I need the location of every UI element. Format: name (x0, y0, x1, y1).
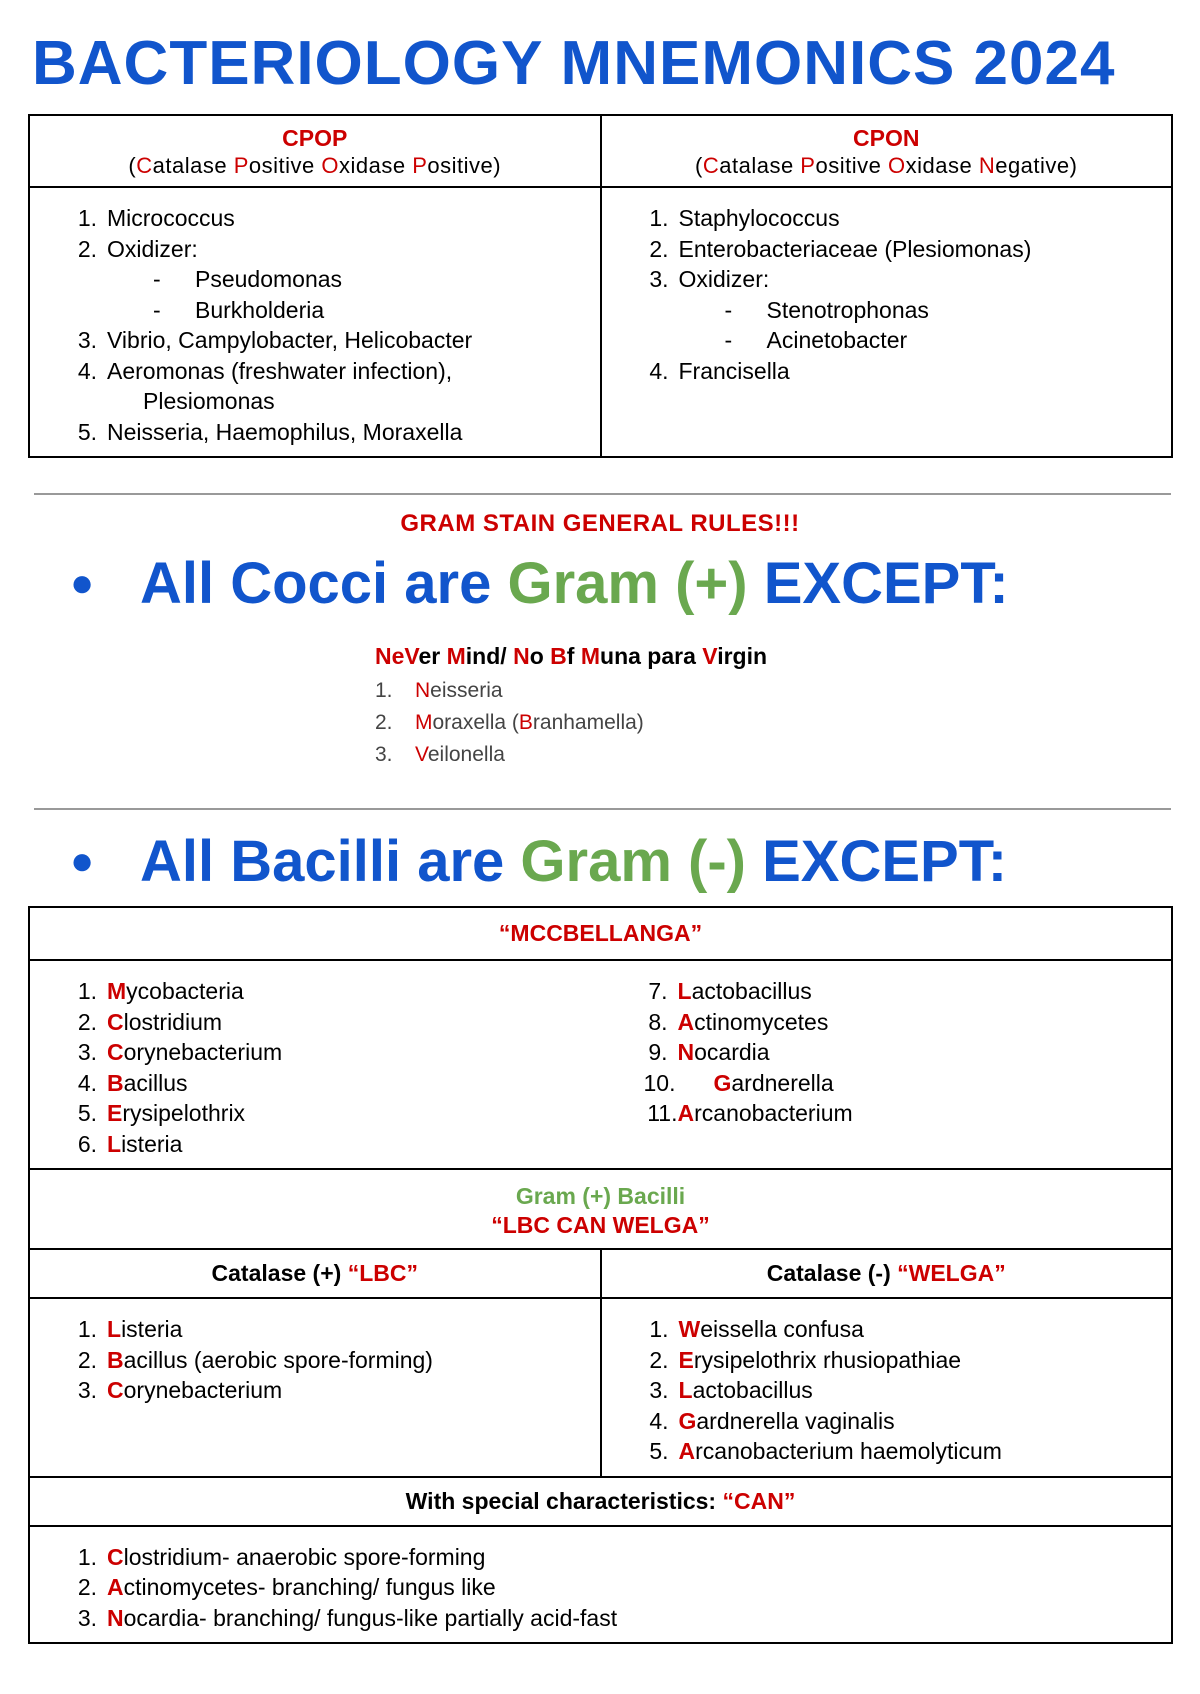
cpon-subtitle-paren: ( (695, 153, 703, 178)
item-number: 3. (77, 327, 97, 353)
cpop-subtitle-word: ositive (427, 153, 494, 178)
list-item (31, 203, 599, 234)
bullet-icon: ● (70, 561, 95, 606)
list-item (31, 1129, 600, 1160)
cpop-subtitle-paren: ( (128, 153, 137, 178)
item-number: 1. (649, 205, 669, 231)
cpon-subtitle-initial: N (978, 153, 996, 178)
item-text: Vibrio, Campylobacter, Helicobacter (107, 327, 473, 353)
item-initial: N (107, 1604, 124, 1631)
item-initial: C (107, 1008, 124, 1035)
item-number: 3. (649, 1377, 669, 1403)
list-item (31, 1068, 600, 1099)
cpon-subtitle-initial: P (800, 153, 816, 178)
item-initial: M (415, 711, 433, 734)
item-number: 4. (649, 1407, 669, 1434)
item-initial: E (678, 1346, 694, 1373)
mnemonic-part: B (550, 643, 567, 669)
list-item (31, 417, 599, 448)
item-number: 10. (643, 1069, 676, 1096)
cocci-gram-label: Gram (+) (507, 551, 748, 616)
cpon-title: CPON (853, 125, 920, 151)
cocci-rule-text: All Cocci are (140, 551, 508, 616)
list-item (31, 1375, 599, 1406)
item-number: 1. (375, 679, 393, 702)
list-item (603, 295, 1171, 326)
cpop-list (31, 189, 599, 455)
cpon-subtitle-initial: O (887, 153, 906, 178)
item-initial: G (678, 1407, 697, 1434)
divider (34, 808, 1171, 810)
item-number: 2. (649, 1346, 669, 1373)
item-number: 11. (647, 1100, 678, 1126)
bacilli-gram-label: Gram (-) (520, 829, 746, 894)
item-text: acillus (123, 1069, 188, 1096)
item-text: Pseudomonas (195, 266, 343, 292)
mnemonic-part: M (446, 643, 466, 669)
item-text: lostridium (123, 1008, 223, 1035)
list-item (31, 386, 599, 417)
gram-rules-heading: GRAM STAIN GENERAL RULES!!! (400, 510, 800, 537)
item-text: ctinomycetes- branching/ fungus like (123, 1574, 496, 1600)
list-item (603, 1375, 1171, 1406)
special-header (29, 1477, 1172, 1526)
cpon-subtitle (602, 152, 1172, 180)
list-item (602, 1098, 1171, 1129)
dash: - (153, 296, 161, 323)
item-number: 2. (649, 235, 669, 262)
item-text: eilonella (427, 743, 505, 766)
can-label: “CAN” (722, 1487, 796, 1514)
item-text: ranhamella) (532, 711, 644, 734)
item-initial: L (107, 1130, 122, 1157)
catalase-neg-header (601, 1249, 1173, 1298)
dash: - (153, 266, 161, 292)
item-number: 8. (648, 1008, 668, 1035)
cpop-subtitle-initial: C (136, 153, 153, 178)
cpop-subtitle-initial: P (412, 153, 428, 178)
list-item (31, 976, 600, 1007)
item-number: 3. (649, 266, 669, 292)
list-item (31, 1542, 1170, 1573)
mcc-list-right (602, 962, 1171, 1137)
item-text: Francisella (678, 357, 790, 384)
cpop-subtitle (30, 152, 600, 180)
list-item (603, 1345, 1171, 1376)
list-item (603, 264, 1171, 295)
item-initial: V (415, 743, 428, 766)
list-item (603, 1436, 1171, 1467)
list-item (602, 1068, 1171, 1099)
item-number: 2. (375, 711, 393, 734)
item-number: 1. (77, 1543, 97, 1570)
list-item (31, 1037, 600, 1068)
item-text: actobacillus (692, 1377, 813, 1403)
cocci-exceptions-list (375, 675, 644, 771)
list-item (603, 1314, 1171, 1345)
cpon-subtitle-initial: C (702, 153, 720, 178)
divider (34, 493, 1171, 495)
item-number: 2. (77, 235, 97, 262)
gram-pos-bacilli-header (29, 1169, 1172, 1249)
cpon-subtitle-word: ositive (815, 153, 888, 178)
item-initial: B (518, 711, 533, 734)
item-text: ycobacteria (126, 978, 244, 1004)
item-text: actobacillus (691, 978, 812, 1004)
item-initial: B (107, 1069, 124, 1096)
item-text: Neisseria, Haemophilus, Moraxella (107, 418, 463, 445)
mnemonic-part: irgin (717, 643, 768, 669)
item-text: Staphylococcus (678, 205, 840, 231)
cpop-subtitle-initial: P (233, 153, 249, 178)
cocci-except: EXCEPT: (747, 551, 1009, 616)
item-text: orynebacterium (123, 1039, 283, 1065)
catalase-oxidase-table (28, 114, 1173, 458)
item-text: Oxidizer: (678, 266, 770, 292)
mccbellanga-table (28, 906, 1173, 1644)
catalase-pos-label: Catalase (+) (211, 1260, 348, 1286)
cpop-subtitle-word: xidase (338, 153, 413, 178)
dash: - (724, 327, 733, 353)
item-text: acillus (aerobic spore-forming) (123, 1346, 433, 1373)
item-text: ocardia- branching/ fungus-like partially acid-fast (123, 1604, 618, 1631)
item-text: rysipelothrix (122, 1100, 246, 1126)
cpon-subtitle-word: atalase (719, 153, 801, 178)
list-item (375, 739, 644, 771)
catalase-pos-header (29, 1249, 601, 1298)
mnemonic-part: una para (600, 643, 703, 669)
item-initial: L (677, 978, 692, 1004)
item-text: ardnerella (731, 1069, 834, 1096)
item-initial: E (107, 1100, 123, 1126)
item-text: Aeromonas (freshwater infection), (107, 357, 453, 384)
list-item (602, 1037, 1171, 1068)
item-initial: A (107, 1574, 124, 1600)
cpon-header (601, 115, 1173, 187)
item-initial: C (107, 1377, 124, 1403)
list-item (31, 1007, 600, 1038)
item-text: Oxidizer: (107, 235, 198, 262)
item-initial: L (678, 1377, 693, 1403)
page-title: BACTERIOLOGY MNEMONICS 2024 (32, 29, 1116, 98)
list-item (603, 1406, 1171, 1437)
item-number: 1. (77, 1316, 97, 1342)
item-number: 4. (649, 357, 669, 384)
item-initial: L (107, 1316, 122, 1342)
item-initial: A (677, 1008, 695, 1035)
mnemonic-part: V (702, 643, 718, 669)
special-list (31, 1528, 1170, 1642)
list-item (31, 356, 599, 387)
item-text: ctinomycetes (694, 1008, 829, 1035)
cpon-subtitle-word: egative (995, 153, 1070, 178)
item-text: eisseria (430, 679, 503, 702)
catalase-neg-list (603, 1300, 1171, 1475)
special-label: With special characteristics: (405, 1487, 723, 1514)
cpon-subtitle-paren: ) (1069, 153, 1078, 178)
list-item (31, 1572, 1170, 1603)
item-number: 3. (375, 743, 393, 766)
item-text: rcanobacterium haemolyticum (695, 1438, 1002, 1464)
list-item (375, 675, 644, 707)
item-number: 5. (649, 1438, 669, 1464)
item-initial: N (677, 1039, 695, 1065)
bacilli-rule (70, 828, 1007, 895)
dash: - (724, 296, 733, 323)
item-initial: C (107, 1039, 124, 1065)
list-item (31, 1345, 599, 1376)
gram-pos-bacilli-title: Gram (+) Bacilli (515, 1183, 686, 1209)
bacilli-rule-text: All Bacilli are (140, 829, 521, 894)
item-initial: B (107, 1346, 124, 1373)
mnemonic-part: V (404, 643, 419, 669)
item-number: 6. (77, 1130, 97, 1157)
cocci-rule (70, 550, 1009, 617)
catalase-neg-label: Catalase (-) (766, 1260, 898, 1286)
item-text: oraxella ( (432, 711, 519, 734)
mnemonic-part: o (529, 643, 551, 669)
item-text: Plesiomonas (143, 388, 275, 414)
item-text: ocardia (694, 1039, 770, 1065)
item-text: Burkholderia (195, 296, 325, 323)
bacilli-except: EXCEPT: (745, 829, 1008, 894)
item-number: 3. (77, 1604, 97, 1631)
item-initial: A (677, 1100, 695, 1126)
list-item (602, 976, 1171, 1007)
mnemonic-part: f (566, 643, 581, 669)
item-text: Acinetobacter (766, 327, 908, 353)
catalase-pos-list (31, 1300, 599, 1414)
lbc-can-welga: “LBC CAN WELGA” (491, 1212, 710, 1238)
item-number: 2. (77, 1008, 97, 1035)
mnemonic-part: er (418, 643, 447, 669)
item-number: 1. (77, 978, 97, 1004)
item-text: rcanobacterium (694, 1100, 853, 1126)
item-text: isteria (121, 1130, 183, 1157)
welga-label: “WELGA” (897, 1260, 1006, 1286)
item-number: 2. (77, 1346, 97, 1373)
item-text: Micrococcus (107, 205, 235, 231)
item-text: isteria (121, 1316, 183, 1342)
cpop-subtitle-word: ositive (248, 153, 322, 178)
item-text: lostridium- anaerobic spore-forming (123, 1543, 486, 1570)
list-item (603, 356, 1171, 387)
list-item (31, 325, 599, 356)
item-text: orynebacterium (123, 1377, 283, 1403)
item-number: 7. (648, 978, 668, 1004)
item-initial: N (415, 679, 431, 702)
cocci-mnemonic (375, 643, 767, 670)
list-item (603, 325, 1171, 356)
item-number: 5. (77, 418, 97, 445)
item-number: 1. (649, 1316, 669, 1342)
list-item (31, 264, 599, 295)
list-item (31, 234, 599, 265)
list-item (31, 1314, 599, 1345)
list-item (375, 707, 644, 739)
mnemonic-part: M (580, 643, 601, 669)
bullet-icon: ● (70, 839, 95, 884)
cpop-subtitle-initial: O (321, 153, 339, 178)
lbc-label: “LBC” (347, 1260, 418, 1286)
item-number: 1. (77, 205, 97, 231)
list-item (31, 1603, 1170, 1634)
mcc-header: “MCCBELLANGA” (29, 907, 1172, 960)
cpop-title: CPOP (282, 125, 348, 151)
item-text: Stenotrophonas (766, 296, 929, 323)
list-item (603, 203, 1171, 234)
list-item (31, 1098, 600, 1129)
item-text: rysipelothrix rhusiopathiae (693, 1346, 962, 1373)
cpon-list (603, 189, 1171, 394)
item-initial: C (107, 1543, 124, 1570)
cpop-subtitle-word: atalase (152, 153, 234, 178)
item-number: 5. (77, 1100, 97, 1126)
item-number: 4. (77, 1069, 97, 1096)
list-item (31, 295, 599, 326)
item-initial: W (678, 1316, 701, 1342)
mnemonic-part: N (513, 643, 530, 669)
mcc-list-left (31, 962, 600, 1167)
item-text: Enterobacteriaceae (Plesiomonas) (678, 235, 1032, 262)
list-item (603, 234, 1171, 265)
cpop-header (29, 115, 601, 187)
item-initial: M (107, 978, 127, 1004)
item-text: eissella confusa (700, 1316, 864, 1342)
list-item (602, 1007, 1171, 1038)
item-number: 3. (77, 1377, 97, 1403)
item-initial: G (713, 1069, 732, 1096)
mnemonic-part: Ne (375, 643, 405, 669)
item-number: 3. (77, 1039, 97, 1065)
item-text: ardnerella vaginalis (696, 1407, 895, 1434)
mnemonic-part: ind/ (465, 643, 514, 669)
item-number: 2. (77, 1574, 97, 1600)
item-initial: A (678, 1438, 696, 1464)
cpon-subtitle-word: xidase (905, 153, 979, 178)
item-number: 9. (648, 1039, 668, 1065)
item-number: 4. (77, 357, 97, 384)
cpop-subtitle-paren: ) (493, 153, 502, 178)
